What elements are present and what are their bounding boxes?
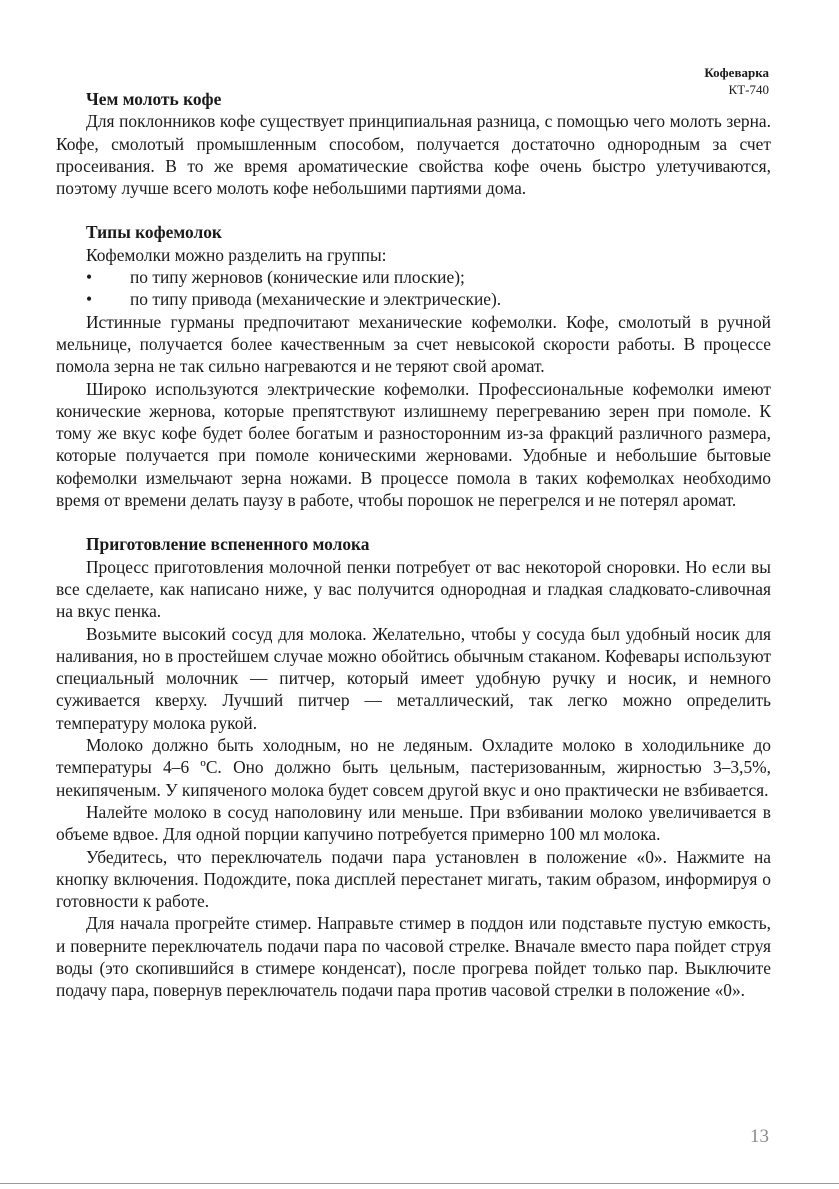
section-milk-foam: [56, 533, 771, 1001]
page-number: 13: [750, 1126, 769, 1147]
paragraph: Возьмите высокий сосуд для молока. Желательно, чтобы у сосуда был удобный носик для наливания, но в простейшем случае можно обойтись обычным стаканом. Кофевары используют специальный молочник — питчер, который имеет удобную ручку и носик, и немного суживается кверху. Лучший питчер — металлический, так легко можно определить температуру молока рукой.: [56, 623, 771, 733]
paragraph: Процесс приготовления молочной пенки потребует от вас некоторой сноровки. Но если вы все сделаете, как написано ниже, у вас получится однородная и гладкая сладковато-сливочная на вкус пенка.: [56, 556, 771, 622]
section-heading: Чем молоть кофе: [86, 89, 222, 109]
list-item-text: по типу привода (механические и электрические).: [130, 289, 502, 310]
section-grinder-types: [56, 221, 771, 511]
paragraph: Убедитесь, что переключатель подачи пара установлен в положение «0». Нажмите на кнопку включения. Подождите, пока дисплей перестанет мигать, таким образом, информируя о готовности к работе.: [56, 846, 771, 912]
list-intro: Кофемолки можно разделить на группы:: [86, 244, 387, 265]
bullet-list: [56, 266, 771, 311]
section-grinding: [56, 88, 771, 199]
bullet-icon: •: [86, 267, 93, 288]
product-title: Кофеварка: [704, 65, 769, 80]
bullet-icon: •: [86, 289, 93, 310]
list-item-text: по типу жерновов (конические или плоские);: [130, 267, 465, 288]
paragraph: Истинные гурманы предпочитают механические кофемолки. Кофе, смолотый в ручной мельнице, получается более качественным за счет невысокой скорости работы. В процессе помола зерна не так сильно нагреваются и не теряют свой аромат.: [56, 311, 771, 377]
paragraph: Молоко должно быть холодным, но не ледяным. Охладите молоко в холодильнике до температуры 4–6 ºC. Оно должно быть цельным, пастеризованным, жирностью 3–3,5%, некипяченым. У кипяченого молока будет совсем другой вкус и оно практически не взбивается.: [56, 735, 771, 800]
paragraph: Для начала прогрейте стимер. Направьте стимер в поддон или подставьте пустую емкость, и поверните переключатель подачи пара по часовой стрелке. Вначале вместо пара пойдет струя воды (это скопившийся в стимере конденсат), после прогрева пойдет только пар. Выключите подачу пара, повернув переключатель подачи пара против часовой стрелки в положение «0».: [56, 913, 771, 1001]
model-code: КТ-740: [728, 82, 769, 97]
page-bottom-rule: [0, 1183, 839, 1184]
paragraph: Широко используются электрические кофемолки. Профессиональные кофемолки имеют конические жернова, которые препятствуют излишнему перегреванию зерен при помоле. К тому же вкус кофе будет более богатым и разносторонним из-за фракций различного размера, которые получается при помоле коническими жерновами. Удобные и небольшие бытовые кофемолки измельчают зерна ножами. В процессе помола в таких кофемолках необходимо время от времени делать паузу в работе, чтобы порошок не перегрелся и не потерял аромат.: [56, 378, 771, 511]
section-heading: Приготовление вспененного молока: [86, 534, 370, 555]
paragraph: Налейте молоко в сосуд наполовину или меньше. При взбивании молоко увеличивается в объеме вдвое. Для одной порции капучино потребуется примерно 100 мл молока.: [56, 801, 771, 845]
document-body: [56, 88, 771, 1002]
list-item: [56, 266, 771, 288]
list-item: [56, 288, 771, 310]
section-heading: Типы кофемолок: [86, 222, 222, 243]
paragraph: Для поклонников кофе существует принципиальная разница, с помощью чего молоть зерна. Кофе, смолотый промышленным способом, получается достаточно однородным за счет просеивания. В то же время ароматические свойства кофе очень быстро улетучиваются, поэтому лучше всего молоть кофе небольшими партиями дома.: [56, 111, 771, 199]
